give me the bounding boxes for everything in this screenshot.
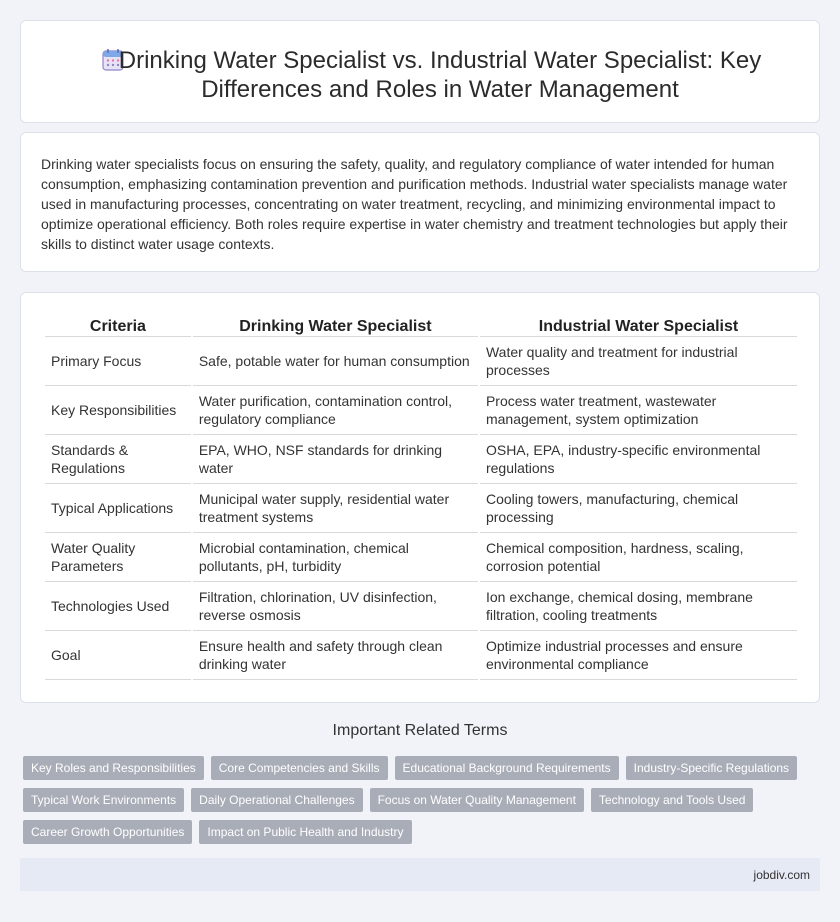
criteria-cell: Technologies Used: [45, 582, 191, 631]
related-term-tag[interactable]: Technology and Tools Used: [591, 788, 754, 812]
industrial-cell: Water quality and treatment for industrial processes: [480, 337, 797, 386]
criteria-cell: Typical Applications: [45, 484, 191, 533]
comparison-table-card: [20, 292, 820, 703]
footer-site-link[interactable]: jobdiv.com: [753, 868, 810, 882]
header-industrial-water: Industrial Water Specialist: [480, 315, 797, 337]
intro-paragraph: Drinking water specialists focus on ensuring the safety, quality, and regulatory compliance of water intended for human consumption, emphasizing contamination prevention and purification methods. Industrial water specialists manage water used in manufacturing processes, concentrating on water treatment, recycling, and minimizing environmental impact to optimize operational efficiency. Both roles require expertise in water chemistry and treatment technologies but apply their skills to distinct water usage contexts.: [41, 156, 788, 252]
table-row: [45, 631, 797, 680]
related-term-tag[interactable]: Key Roles and Responsibilities: [23, 756, 204, 780]
title-card: [20, 20, 820, 123]
related-term-tag[interactable]: Typical Work Environments: [23, 788, 184, 812]
table-row: [45, 435, 797, 484]
header-criteria: Criteria: [45, 315, 191, 337]
intro-card: [20, 132, 820, 272]
table-row: [45, 386, 797, 435]
table-row: [45, 533, 797, 582]
drinking-cell: Water purification, contamination control, regulatory compliance: [193, 386, 478, 435]
industrial-cell: Optimize industrial processes and ensure environmental compliance: [480, 631, 797, 680]
related-term-tag[interactable]: Industry-Specific Regulations: [626, 756, 797, 780]
related-term-tag[interactable]: Core Competencies and Skills: [211, 756, 388, 780]
comparison-table: [43, 315, 799, 680]
criteria-cell: Standards & Regulations: [45, 435, 191, 484]
industrial-cell: Cooling towers, manufacturing, chemical processing: [480, 484, 797, 533]
drinking-cell: Microbial contamination, chemical pollutants, pH, turbidity: [193, 533, 478, 582]
industrial-cell: Chemical composition, hardness, scaling, corrosion potential: [480, 533, 797, 582]
industrial-cell: Ion exchange, chemical dosing, membrane filtration, cooling treatments: [480, 582, 797, 631]
related-term-tag[interactable]: Career Growth Opportunities: [23, 820, 192, 844]
page-title: Drinking Water Specialist vs. Industrial Water Specialist: Key Differences and Roles in Water Management: [118, 47, 762, 103]
related-term-tag[interactable]: Educational Background Requirements: [395, 756, 619, 780]
criteria-cell: Primary Focus: [45, 337, 191, 386]
drinking-cell: Safe, potable water for human consumption: [193, 337, 478, 386]
table-row: [45, 337, 797, 386]
related-term-tag[interactable]: Focus on Water Quality Management: [370, 788, 584, 812]
criteria-cell: Goal: [45, 631, 191, 680]
related-terms-title: Important Related Terms: [332, 722, 508, 739]
drinking-cell: EPA, WHO, NSF standards for drinking water: [193, 435, 478, 484]
related-terms-tags: [23, 756, 803, 844]
related-term-tag[interactable]: Daily Operational Challenges: [191, 788, 362, 812]
footer: [20, 858, 820, 891]
table-row: [45, 484, 797, 533]
table-row: [45, 582, 797, 631]
criteria-cell: Water Quality Parameters: [45, 533, 191, 582]
drinking-cell: Filtration, chlorination, UV disinfection, reverse osmosis: [193, 582, 478, 631]
criteria-cell: Key Responsibilities: [45, 386, 191, 435]
header-drinking-water: Drinking Water Specialist: [193, 315, 478, 337]
industrial-cell: OSHA, EPA, industry-specific environmental regulations: [480, 435, 797, 484]
drinking-cell: Municipal water supply, residential water treatment systems: [193, 484, 478, 533]
drinking-cell: Ensure health and safety through clean drinking water: [193, 631, 478, 680]
related-term-tag[interactable]: Impact on Public Health and Industry: [199, 820, 411, 844]
table-header-row: [45, 315, 797, 337]
industrial-cell: Process water treatment, wastewater management, system optimization: [480, 386, 797, 435]
